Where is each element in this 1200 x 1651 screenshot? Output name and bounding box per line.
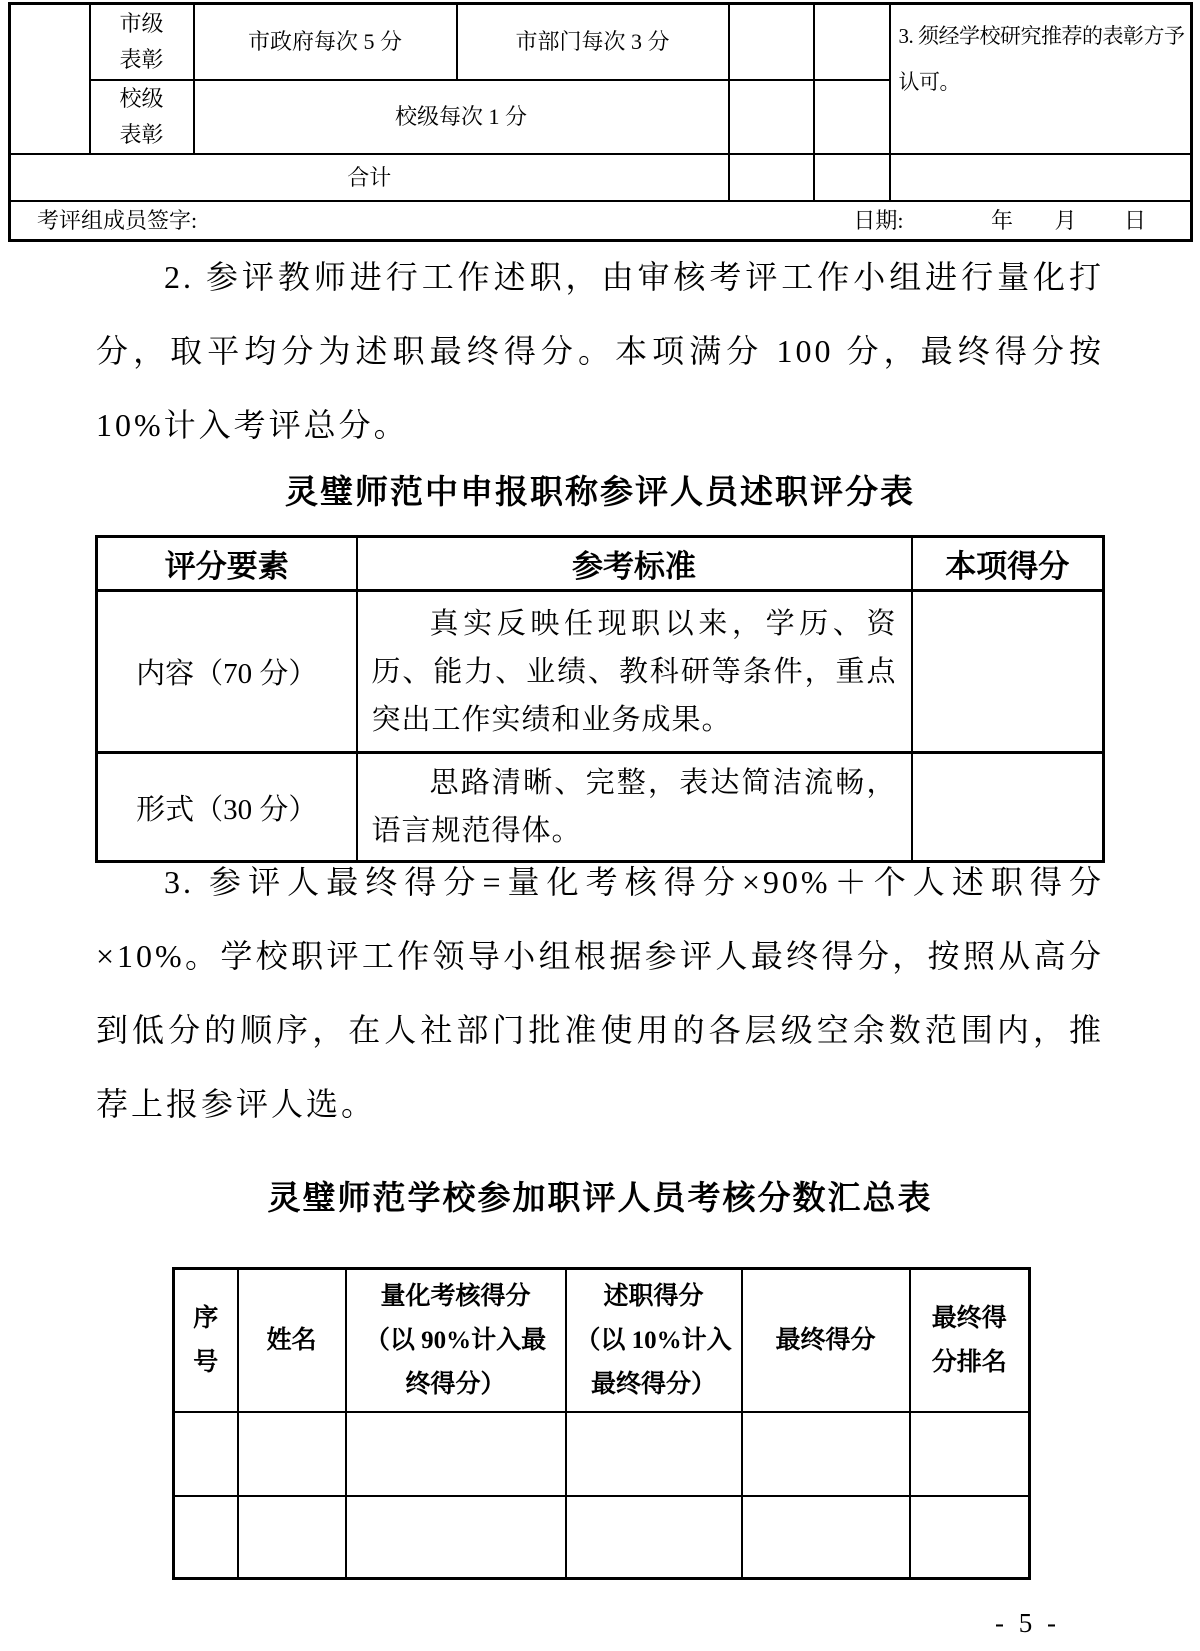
signature-label: 考评组成员签字: bbox=[37, 207, 198, 233]
header-quant-title: 量化考核得分 bbox=[380, 1282, 531, 1310]
empty-cell bbox=[346, 1412, 566, 1496]
summary-table-title: 灵璧师范学校参加职评人员考核分数汇总表 bbox=[267, 1181, 933, 1217]
empty-cell bbox=[910, 1496, 1030, 1579]
empty-score-cell bbox=[814, 80, 890, 154]
empty-cell bbox=[238, 1412, 346, 1496]
city-award-level-cell: 市级表彰 bbox=[90, 4, 194, 81]
total-label-cell: 合计 bbox=[10, 154, 729, 201]
year-label: 年 bbox=[990, 207, 1013, 233]
header-speech-title: 述职得分 bbox=[603, 1282, 704, 1310]
header-final-score: 最终得分 bbox=[742, 1269, 910, 1413]
award-score-table bbox=[8, 2, 1193, 242]
empty-total-cell bbox=[814, 154, 890, 201]
empty-category-cell bbox=[10, 4, 90, 155]
empty-total-cell bbox=[729, 154, 814, 201]
city-gov-score-cell: 市政府每次 5 分 bbox=[194, 4, 457, 81]
empty-cell bbox=[566, 1412, 742, 1496]
school-award-level-cell: 校级表彰 bbox=[90, 80, 194, 154]
empty-cell bbox=[742, 1496, 910, 1579]
empty-score-cell bbox=[729, 80, 814, 154]
score-cell bbox=[912, 591, 1104, 753]
empty-cell bbox=[742, 1412, 910, 1496]
note-cell: 3. 须经学校研究推荐的表彰方予认可。 bbox=[890, 4, 1192, 155]
header-factor: 评分要素 bbox=[97, 537, 357, 591]
month-label: 月 bbox=[1054, 207, 1077, 233]
date-group bbox=[853, 204, 1146, 238]
city-dept-score-cell: 市部门每次 3 分 bbox=[457, 4, 729, 81]
header-speech-sub: （以 10%计入最终得分） bbox=[575, 1326, 732, 1398]
school-score-cell: 校级每次 1 分 bbox=[194, 80, 729, 154]
empty-score-cell bbox=[729, 4, 814, 81]
empty-cell bbox=[566, 1496, 742, 1579]
header-name: 姓名 bbox=[238, 1269, 346, 1413]
page-number: - 5 - bbox=[995, 1608, 1060, 1638]
header-quant-sub: （以 90%计入最终得分） bbox=[364, 1326, 547, 1398]
paragraph-speech-procedure: 2. 参评教师进行工作述职，由审核考评工作小组进行量化打分，取平均分为述职最终得分。本项满分 100 分，最终得分按 10%计入考评总分。 bbox=[96, 259, 1104, 443]
standard-content-cell: 真实反映任现职以来，学历、资历、能力、业绩、教科研等条件，重点突出工作实绩和业务成果。 bbox=[357, 591, 912, 753]
date-label: 日期: bbox=[853, 207, 904, 233]
header-quant-score bbox=[346, 1269, 566, 1413]
factor-form-cell: 形式（30 分） bbox=[97, 753, 357, 862]
empty-cell bbox=[238, 1496, 346, 1579]
empty-score-cell bbox=[814, 4, 890, 81]
header-score: 本项得分 bbox=[912, 537, 1104, 591]
standard-form-cell: 思路清晰、完整，表达简洁流畅，语言规范得体。 bbox=[357, 753, 912, 862]
empty-cell bbox=[910, 1412, 1030, 1496]
header-standard: 参考标准 bbox=[357, 537, 912, 591]
header-index: 序号 bbox=[174, 1269, 238, 1413]
header-speech-score bbox=[566, 1269, 742, 1413]
speech-score-table bbox=[95, 535, 1105, 863]
factor-content-cell: 内容（70 分） bbox=[97, 591, 357, 753]
header-final-rank: 最终得分排名 bbox=[910, 1269, 1030, 1413]
speech-table-title: 灵璧师范中申报职称参评人员述职评分表 bbox=[285, 475, 915, 511]
empty-total-cell bbox=[890, 154, 1192, 201]
day-label: 日 bbox=[1123, 207, 1146, 233]
paragraph-final-score-rule: 3. 参评人最终得分=量化考核得分×90%＋个人述职得分×10%。学校职评工作领导小组根据参评人最终得分，按照从高分到低分的顺序，在人社部门批准使用的各层级空余数范围内，推荐上报参评人选。 bbox=[96, 864, 1104, 1122]
signature-row-cell bbox=[10, 201, 1192, 241]
empty-cell bbox=[174, 1412, 238, 1496]
empty-cell bbox=[346, 1496, 566, 1579]
signature-row bbox=[11, 204, 1190, 238]
empty-cell bbox=[174, 1496, 238, 1579]
score-summary-table bbox=[172, 1267, 1031, 1580]
